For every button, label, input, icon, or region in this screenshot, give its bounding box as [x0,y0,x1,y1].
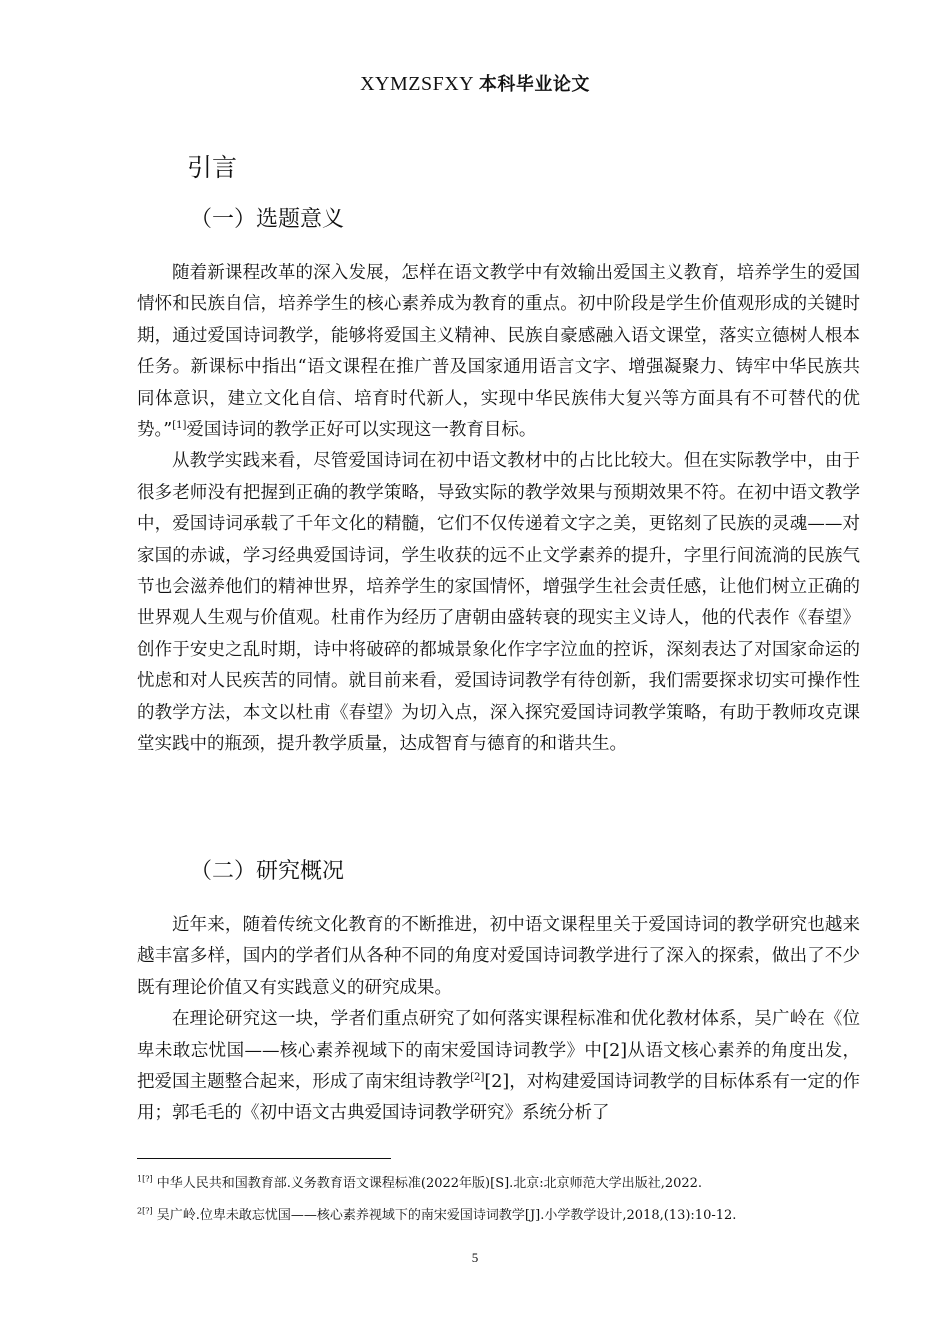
footnote-1 [137,1175,860,1193]
footnote-mark: 2[?] [137,1206,153,1216]
section-significance-body [137,258,860,761]
header-thesis-type: 本科毕业论文 [478,74,590,95]
section-title-significance: （一）选题意义 [190,207,345,232]
citation-mark[interactable]: [2] [470,1072,485,1084]
page-number: 5 [471,1250,479,1265]
footnote-mark: 1[?] [137,1174,153,1184]
running-header [0,70,950,96]
chapter-title: 引言 [187,153,238,182]
header-institution: XYMZSFXY [360,73,474,95]
paragraph: 在理论研究这一块，学者们重点研究了如何落实课程标准和优化教材体系，吴广岭在《位卑未敢忘忧国——核心素养视域下的南宋爱国诗词教学》中[2]从语文核心素养的角度出发，把爱国主题整合起来，形成了南宋组诗教学[2][2]，对构建爱国诗词教学的目标体系有一定的作用；郭毛毛的《初中语文古典爱国诗词教学研究》系统分析了 [137,1009,860,1124]
section-overview-body [137,910,860,1130]
footnote-divider [137,1158,391,1159]
footnote-2 [137,1207,860,1225]
paragraph: 随着新课程改革的深入发展，怎样在语文教学中有效输出爱国主义教育，培养学生的爱国情怀和民族自信，培养学生的核心素养成为教育的重点。初中阶段是学生价值观形成的关键时期，通过爱国诗词教学，能够将爱国主义精神、民族自豪感融入语文课堂，落实立德树人根本任务。新课标中指出“语文课程在推广普及国家通用语言文字、增强凝聚力、铸牢中华民族共同体意识，建立文化自信、培育时代新人，实现中华民族伟大复兴等方面具有不可替代的优势。”[1]爱国诗词的教学正好可以实现这一教育目标。 [137,263,860,441]
section-title-research-overview: （二）研究概况 [190,859,345,884]
paragraph: 从教学实践来看，尽管爱国诗词在初中语文教材中的占比比较大。但在实际教学中，由于很多老师没有把握到正确的教学策略，导致实际的教学效果与预期效果不符。在初中语文教学中，爱国诗词承载了千年文化的精髓，它们不仅传递着文字之美，更铭刻了民族的灵魂——对家国的赤诚，学习经典爱国诗词，学生收获的远不止文学素养的提升，字里行间流淌的民族气节也会滋养他们的精神世界，培养学生的家国情怀，增强学生社会责任感，让他们树立正确的世界观人生观与价值观。杜甫作为经历了唐朝由盛转衰的现实主义诗人，他的代表作《春望》创作于安史之乱时期，诗中将破碎的都城景象化作字字泣血的控诉，深刻表达了对国家命运的忧虑和对人民疾苦的同情。就目前来看，爱国诗词教学有待创新，我们需要探求切实可操作性的教学方法，本文以杜甫《春望》为切入点，深入探究爱国诗词教学策略，有助于教师攻克课堂实践中的瓶颈，提升教学质量，达成智育与德育的和谐共生。 [137,451,860,755]
footnote-text: 吴广岭.位卑未敢忘忧国——核心素养视域下的南宋爱国诗词教学[J].小学教学设计,2018,(13):10-12. [156,1208,737,1223]
citation-mark[interactable]: [1] [172,420,187,432]
paragraph: 近年来，随着传统文化教育的不断推进，初中语文课程里关于爱国诗词的教学研究也越来越丰富多样，国内的学者们从各种不同的角度对爱国诗词教学进行了深入的探索，做出了不少既有理论价值又有实践意义的研究成果。 [137,915,860,998]
footnote-text: 中华人民共和国教育部.义务教育语文课程标准(2022年版)[S].北京:北京师范大学出版社,2022. [156,1176,703,1191]
